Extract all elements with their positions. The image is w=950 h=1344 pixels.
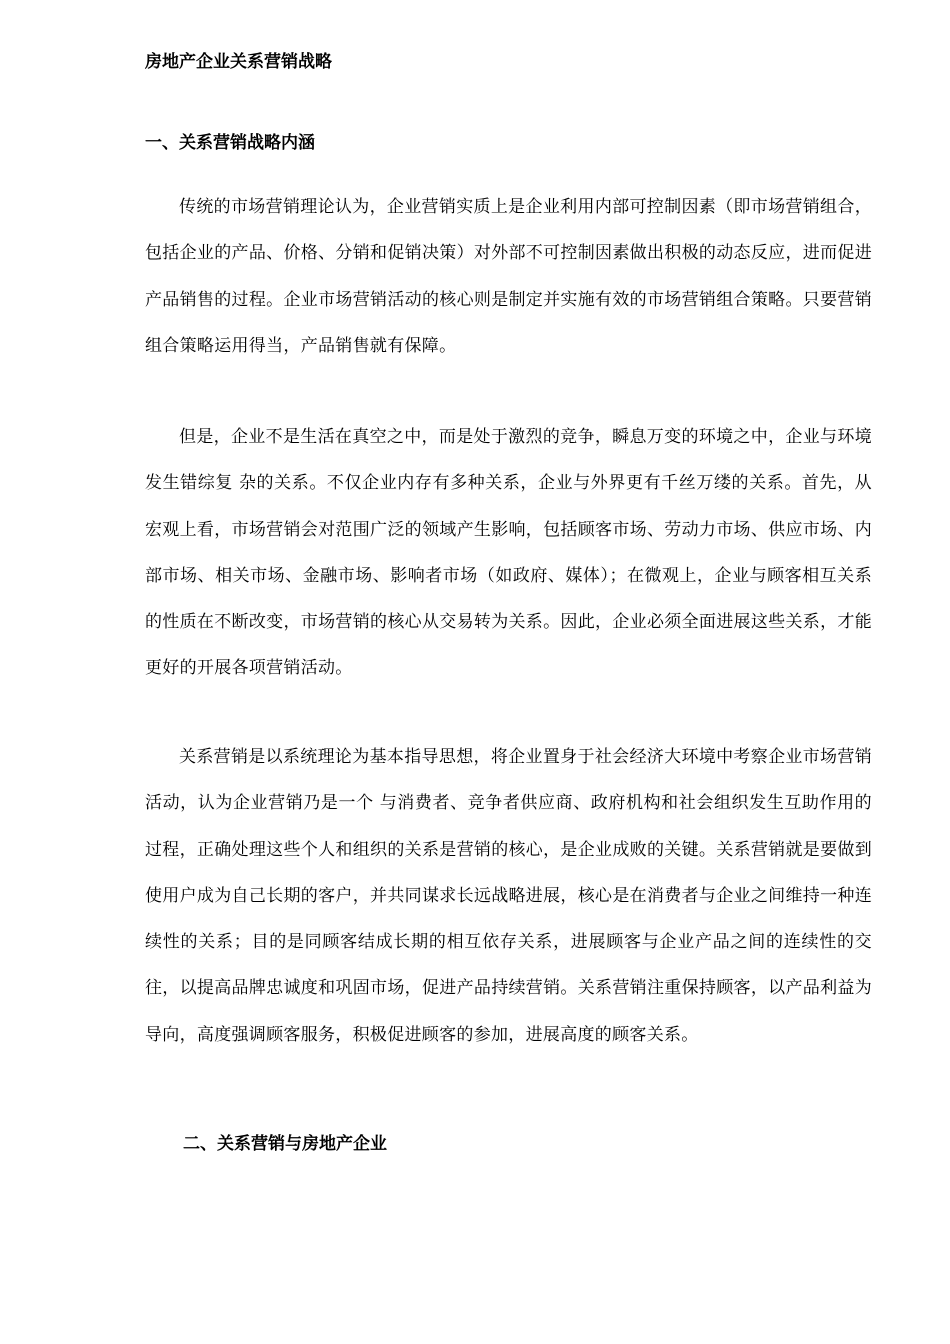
paragraph-3: 关系营销是以系统理论为基本指导思想，将企业置身于社会经济大环境中考察企业市场营销活动，认为企业营销乃是一个 与消费者、竞争者供应商、政府机构和社会组织发生互助作用的过程，正确处理这些个人和组织的关系是营销的核心，是企业成败的关键。关系营销就是要做到使用户成为自己长期的客户，并共同谋求长远战略进展，核心是在消费者与企业之间维持一种连续性的关系；目的是同顾客结成长期的相互依存关系，进展顾客与企业产品之间的连续性的交往，以提高品牌忠诚度和巩固市场，促进产品持续营销。关系营销注重保持顾客，以产品利益为导向，高度强调顾客服务，积极促进顾客的参加，进展高度的顾客关系。 xyxy=(145,747,872,1045)
paragraph-1: 传统的市场营销理论认为，企业营销实质上是企业利用内部可控制因素（即市场营销组合，包括企业的产品、价格、分销和促销决策）对外部不可控制因素做出积极的动态反应，进而促进产品销售的过程。企业市场营销活动的核心则是制定并实施有效的市场营销组合策略。只要营销组合策略运用得当，产品销售就有保障。 xyxy=(145,197,872,356)
section-heading-1: 一、关系营销战略内涵 xyxy=(145,133,315,153)
section-heading-2: 二、关系营销与房地产企业 xyxy=(183,1134,387,1154)
paragraph-2: 但是，企业不是生活在真空之中，而是处于激烈的竞争，瞬息万变的环境之中，企业与环境发生错综复 杂的关系。不仅企业内存有多种关系，企业与外界更有千丝万缕的关系。首先，从宏观上看，市场营销会对范围广泛的领域产生影响，包括顾客市场、劳动力市场、供应市场、内部市场、相关市场、金融市场、影响者市场（如政府、媒体）；在微观上，企业与顾客相互关系的性质在不断改变，市场营销的核心从交易转为关系。因此，企业必须全面进展这些关系，才能更好的开展各项营销活动。 xyxy=(145,427,872,679)
document-title: 房地产企业关系营销战略 xyxy=(145,52,332,72)
